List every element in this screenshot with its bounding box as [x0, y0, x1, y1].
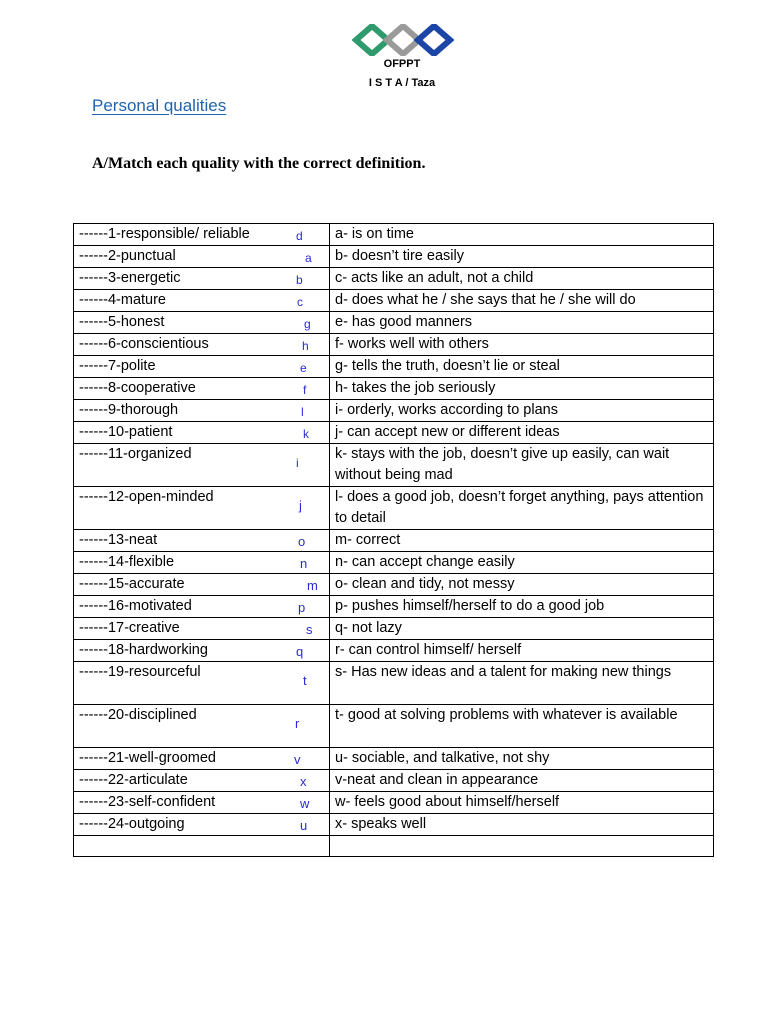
answer-letter: t	[303, 673, 307, 688]
definition-text: u- sociable, and talkative, not shy	[335, 750, 550, 766]
answer-letter: g	[304, 317, 311, 331]
definition-cell	[330, 246, 714, 268]
answer-letter: w	[300, 796, 310, 811]
quality-cell	[74, 334, 330, 356]
answer-letter: x	[300, 774, 307, 789]
quality-label: ------15-accurate	[79, 576, 185, 592]
quality-cell	[74, 246, 330, 268]
answer-letter: v	[294, 752, 301, 767]
quality-cell	[74, 640, 330, 662]
quality-label: ------19-resourceful	[79, 664, 201, 680]
quality-label: ------7-polite	[79, 358, 156, 374]
definition-text: q- not lazy	[335, 620, 402, 636]
definition-cell	[330, 268, 714, 290]
definition-cell	[330, 792, 714, 814]
quality-label: ------21-well-groomed	[79, 750, 216, 766]
definition-text: d- does what he / she says that he / she will do	[335, 292, 636, 308]
quality-cell	[74, 422, 330, 444]
quality-label: ------10-patient	[79, 424, 173, 440]
definition-cell	[330, 224, 714, 246]
quality-label: ------17-creative	[79, 620, 180, 636]
definition-cell	[330, 618, 714, 640]
definition-cell	[330, 836, 714, 857]
quality-cell	[74, 356, 330, 378]
definition-text: o- clean and tidy, not messy	[335, 576, 515, 592]
quality-label: ------6-conscientious	[79, 336, 209, 352]
definition-text: c- acts like an adult, not a child	[335, 270, 534, 286]
quality-label: ------22-articulate	[79, 772, 188, 788]
quality-label: ------9-thorough	[79, 402, 179, 418]
answer-letter: l	[301, 405, 304, 419]
definition-text: g- tells the truth, doesn’t lie or steal	[335, 358, 560, 374]
answer-letter: i	[296, 456, 299, 470]
definition-text: p- pushes himself/herself to do a good job	[335, 598, 605, 614]
quality-label: ------18-hardworking	[79, 642, 208, 658]
quality-cell	[74, 574, 330, 596]
definition-text: h- takes the job seriously	[335, 380, 496, 396]
table-row	[74, 356, 714, 378]
table-row	[74, 574, 714, 596]
quality-cell	[74, 596, 330, 618]
quality-cell	[74, 814, 330, 836]
table-row	[74, 268, 714, 290]
quality-cell	[74, 312, 330, 334]
answer-letter: a	[305, 251, 312, 265]
definition-cell	[330, 444, 714, 487]
answer-letter: b	[296, 273, 303, 287]
quality-label: ------1-responsible/ reliable	[79, 226, 250, 242]
table-row	[74, 705, 714, 748]
definition-text: n- can accept change easily	[335, 554, 515, 570]
answer-letter: e	[300, 361, 307, 375]
definition-cell	[330, 312, 714, 334]
table-row	[74, 814, 714, 836]
definition-cell	[330, 574, 714, 596]
quality-label: ------3-energetic	[79, 270, 181, 286]
quality-cell	[74, 268, 330, 290]
definition-text: s- Has new ideas and a talent for making new things	[335, 664, 672, 680]
answer-letter: n	[300, 556, 308, 571]
definition-cell	[330, 748, 714, 770]
quality-cell	[74, 770, 330, 792]
quality-cell	[74, 618, 330, 640]
table-row	[74, 246, 714, 268]
answer-letter: o	[298, 534, 306, 549]
institute-name: I S T A / Taza	[368, 77, 436, 89]
quality-label: ------16-motivated	[79, 598, 192, 614]
definition-text: t- good at solving problems with whatever is available	[335, 707, 678, 723]
answer-letter: f	[303, 383, 307, 397]
table-row	[74, 552, 714, 574]
ofppt-logo	[352, 24, 454, 56]
definition-text: x- speaks well	[335, 816, 427, 832]
table-row	[74, 662, 714, 705]
answer-letter: p	[298, 600, 306, 615]
table-row	[74, 422, 714, 444]
definition-text: v-neat and clean in appearance	[335, 772, 539, 788]
quality-cell	[74, 530, 330, 552]
answer-letter: c	[297, 295, 303, 309]
table-row	[74, 596, 714, 618]
quality-cell	[74, 444, 330, 487]
table-row	[74, 530, 714, 552]
table-row	[74, 618, 714, 640]
quality-cell	[74, 662, 330, 705]
definition-text: l- does a good job, doesn’t forget anything, pays attention to detail	[335, 489, 704, 526]
quality-label: ------13-neat	[79, 532, 158, 548]
table-row	[74, 312, 714, 334]
quality-label: ------20-disciplined	[79, 707, 197, 723]
definition-cell	[330, 530, 714, 552]
table-row	[74, 748, 714, 770]
table-row	[74, 640, 714, 662]
answer-letter: d	[296, 229, 303, 243]
definition-cell	[330, 290, 714, 312]
quality-label: ------4-mature	[79, 292, 166, 308]
quality-label: ------23-self-confident	[79, 794, 216, 810]
definition-text: e- has good manners	[335, 314, 473, 330]
definition-text: b- doesn’t tire easily	[335, 248, 464, 264]
table-row	[74, 836, 714, 857]
definition-cell	[330, 378, 714, 400]
quality-cell	[74, 378, 330, 400]
definition-cell	[330, 552, 714, 574]
definition-text: a- is on time	[335, 226, 414, 242]
definition-cell	[330, 356, 714, 378]
definition-cell	[330, 422, 714, 444]
quality-label: ------12-open-minded	[79, 489, 214, 505]
quality-label: ------5-honest	[79, 314, 165, 330]
definition-cell	[330, 662, 714, 705]
definition-text: i- orderly, works according to plans	[335, 402, 558, 418]
definition-text: j- can accept new or different ideas	[335, 424, 560, 440]
quality-cell	[74, 487, 330, 530]
answer-letter: m	[307, 578, 318, 593]
answer-letter: j	[299, 498, 302, 513]
definition-cell	[330, 770, 714, 792]
quality-label: ------2-punctual	[79, 248, 176, 264]
definition-text: r- can control himself/ herself	[335, 642, 522, 658]
quality-label: ------24-outgoing	[79, 816, 185, 832]
quality-label: ------11-organized	[79, 446, 192, 462]
quality-cell	[74, 290, 330, 312]
definition-cell	[330, 334, 714, 356]
section-title: Personal qualities	[92, 96, 227, 115]
definition-text: w- feels good about himself/herself	[335, 794, 560, 810]
org-name: OFPPT	[383, 58, 421, 70]
definition-text: m- correct	[335, 532, 401, 548]
quality-label: ------14-flexible	[79, 554, 175, 570]
table-row	[74, 792, 714, 814]
definition-text: f- works well with others	[335, 336, 489, 352]
definition-cell	[330, 400, 714, 422]
definition-text: k- stays with the job, doesn’t give up easily, can wait without being mad	[335, 446, 670, 483]
definition-cell	[330, 814, 714, 836]
quality-cell	[74, 400, 330, 422]
answer-letter: q	[296, 644, 304, 659]
table-row	[74, 224, 714, 246]
answer-letter: k	[303, 427, 309, 441]
quality-cell	[74, 836, 330, 857]
matching-table	[73, 223, 714, 857]
definition-cell	[330, 640, 714, 662]
answer-letter: s	[306, 622, 313, 637]
quality-cell	[74, 705, 330, 748]
quality-label: ------8-cooperative	[79, 380, 196, 396]
answer-letter: h	[302, 339, 309, 353]
table-row	[74, 334, 714, 356]
answer-letter: u	[300, 818, 308, 833]
table-row	[74, 444, 714, 487]
quality-cell	[74, 792, 330, 814]
instruction-heading: A/Match each quality with the correct definition.	[92, 155, 426, 172]
answer-letter: r	[295, 716, 300, 731]
table-row	[74, 378, 714, 400]
table-row	[74, 290, 714, 312]
definition-cell	[330, 596, 714, 618]
quality-cell	[74, 748, 330, 770]
definition-cell	[330, 705, 714, 748]
table-row	[74, 400, 714, 422]
definition-cell	[330, 487, 714, 530]
table-row	[74, 487, 714, 530]
quality-cell	[74, 224, 330, 246]
table-row	[74, 770, 714, 792]
quality-cell	[74, 552, 330, 574]
